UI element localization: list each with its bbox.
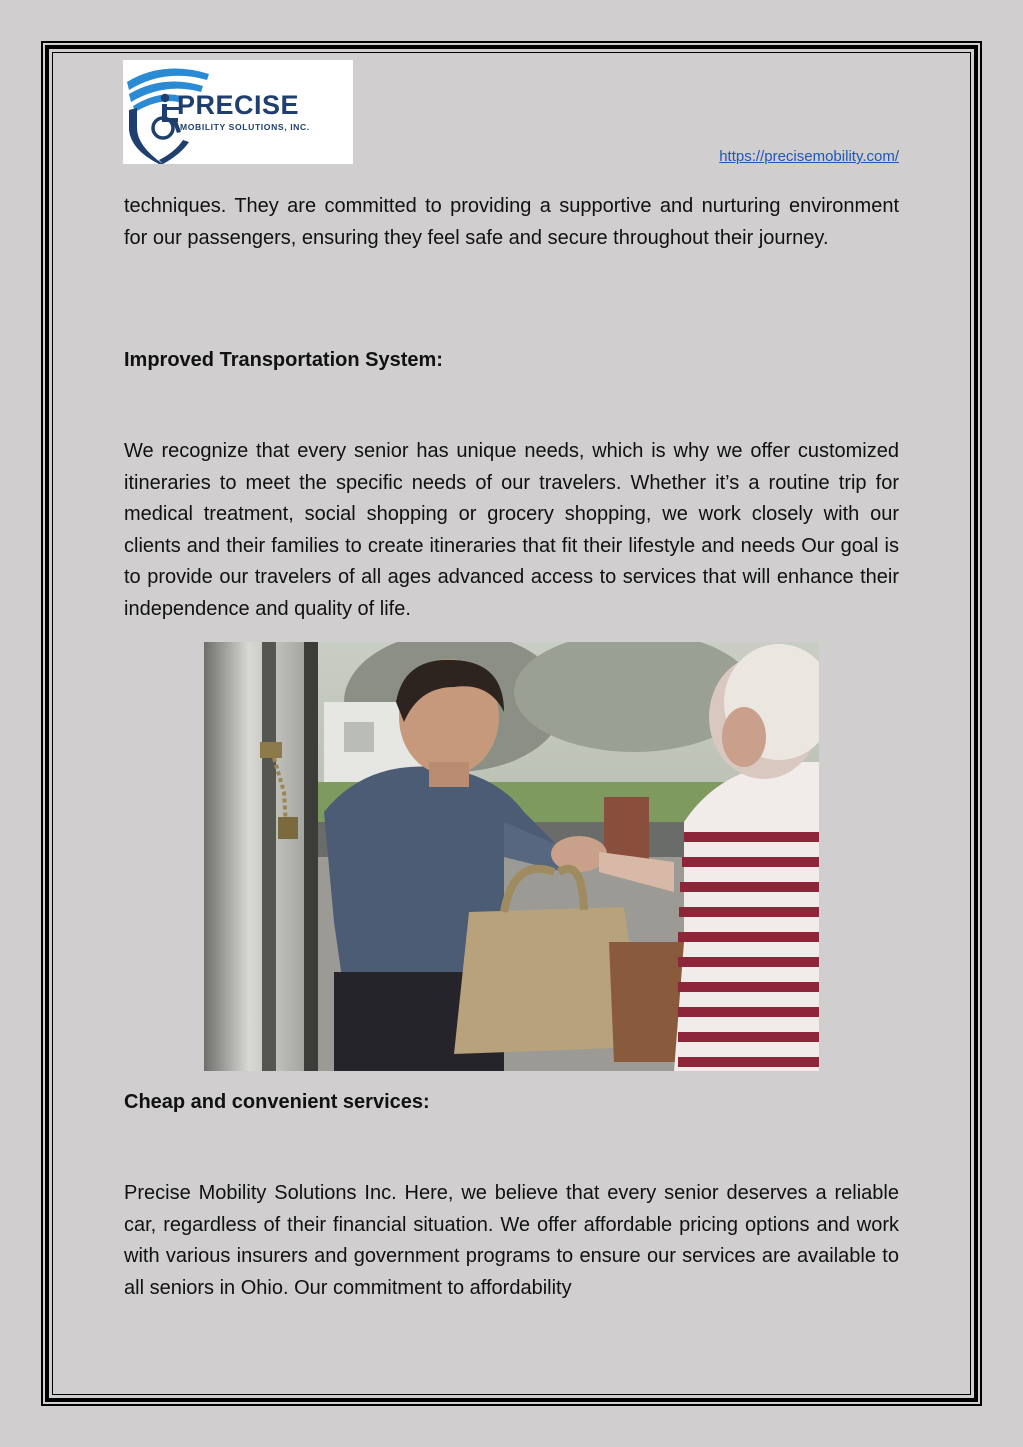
paragraph-affordability: Precise Mobility Solutions Inc. Here, we believe that every senior deserves a reliable car, regardless of their financial situation. We offer affordable pricing options and work with various insurers and government programs to ensure our services are available to all seniors in Ohio. Our commitment to affordability [124,1182,899,1299]
logo-wordmark: PRECISE [177,90,300,120]
logo-subtitle: MOBILITY SOLUTIONS, INC. [180,122,310,132]
website-link[interactable]: https://precisemobility.com/ [719,148,899,165]
photo-grocery-delivery [204,642,819,1071]
paragraph-intro: techniques. They are committed to providing a supportive and nurturing environment for our passengers, ensuring they feel safe and secure throughout their journey. [124,195,899,249]
paragraph-customized-itineraries: We recognize that every senior has unique needs, which is why we offer customized itineraries to meet the specific needs of our travelers. Whether it’s a routine trip for medical treatment, social shopping or grocery shopping, we work closely with our clients and their families to create itineraries that fit their lifestyle and needs Our goal is to provide our travelers of all ages advanced access to services that will enhance their independence and quality of life. [124,440,899,620]
heading-cheap-convenient: Cheap and convenient services: [124,1091,430,1113]
company-logo [123,60,353,164]
heading-improved-transportation: Improved Transportation System: [124,349,443,371]
